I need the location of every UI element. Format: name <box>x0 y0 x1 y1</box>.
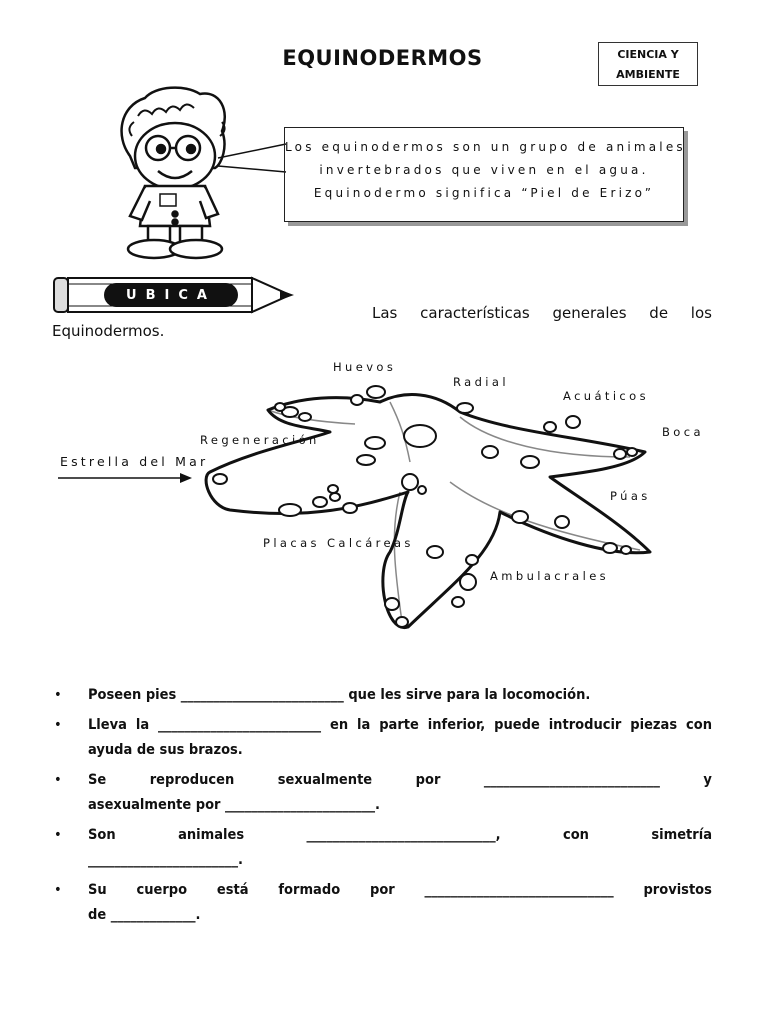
label-puas: Púas <box>610 489 651 503</box>
fact-word: provistos <box>643 882 712 898</box>
fact-word: • Son <box>88 827 116 843</box>
instruction-word: características <box>420 304 530 322</box>
fact-item <box>52 683 712 708</box>
fact-item <box>52 878 712 928</box>
label-radial: Radial <box>453 375 509 389</box>
page-title: EQUINODERMOS <box>282 46 483 70</box>
subject-line-1: CIENCIA Y <box>617 48 679 61</box>
instruction-line <box>372 304 712 322</box>
fact-text: Poseen pies _________________________ que les sirve para la locomoción. <box>88 687 591 703</box>
subject-box <box>598 42 698 86</box>
fact-word: reproducen <box>149 772 235 788</box>
instruction-word: generales <box>552 304 627 322</box>
fact-tail: _______________________. <box>88 852 243 868</box>
fact-blank: _____________________________ <box>424 882 614 898</box>
fact-row <box>88 768 712 793</box>
intro-line-1: Los equinodermos son un grupo de animales <box>285 140 686 154</box>
fact-text: Lleva la _________________________ en la parte inferior, puede introducir piezas con ayuda de sus brazos. <box>88 717 712 758</box>
fact-item <box>52 823 712 873</box>
fact-word: cuerpo <box>136 882 188 898</box>
intro-line-3: Equinodermo significa “Piel de Erizo” <box>313 186 655 200</box>
cartoon-boy-icon <box>110 86 290 261</box>
fact-word: animales <box>178 827 245 843</box>
instruction-tail: Equinodermos. <box>52 322 165 340</box>
label-boca: Boca <box>662 425 704 439</box>
fact-item <box>52 768 712 818</box>
fact-blank: ___________________________ <box>483 772 660 788</box>
subject-line-2: AMBIENTE <box>616 68 680 81</box>
label-regeneracion: Regeneración <box>200 433 320 447</box>
label-estrella-del-mar: Estrella del Mar <box>60 454 209 469</box>
fact-word: está <box>216 882 249 898</box>
instruction-word: los <box>690 304 712 322</box>
intro-speech-box <box>284 127 684 222</box>
instruction-word: de <box>649 304 669 322</box>
intro-line-2: invertebrados que viven en el agua. <box>319 163 649 177</box>
label-acuaticos: Acuáticos <box>563 389 649 403</box>
instruction-word: Las <box>372 304 398 322</box>
fact-word: • Se <box>88 772 107 788</box>
fact-tail: asexualmente por _______________________. <box>88 797 380 813</box>
fact-word: formado <box>278 882 341 898</box>
starfish-illustration <box>190 372 660 642</box>
label-placas-calcareas: Placas Calcáreas <box>263 536 414 550</box>
pencil-label: UBICA <box>126 288 216 303</box>
fact-word: por <box>369 882 395 898</box>
fact-word: simetría <box>651 827 712 843</box>
fact-word: por <box>415 772 441 788</box>
fact-blank: _____________________________, <box>306 827 501 843</box>
fact-word: • Su <box>88 882 107 898</box>
fact-row <box>88 878 712 903</box>
arrow-right-icon <box>58 470 194 486</box>
fact-word: y <box>703 772 712 788</box>
fact-item <box>52 713 712 763</box>
fact-word: con <box>562 827 589 843</box>
label-huevos: Huevos <box>333 360 397 374</box>
fact-row <box>88 823 712 848</box>
facts-list <box>52 683 712 933</box>
fact-word: sexualmente <box>277 772 373 788</box>
label-ambulacrales: Ambulacrales <box>490 569 610 583</box>
fact-tail: de _____________. <box>88 907 201 923</box>
